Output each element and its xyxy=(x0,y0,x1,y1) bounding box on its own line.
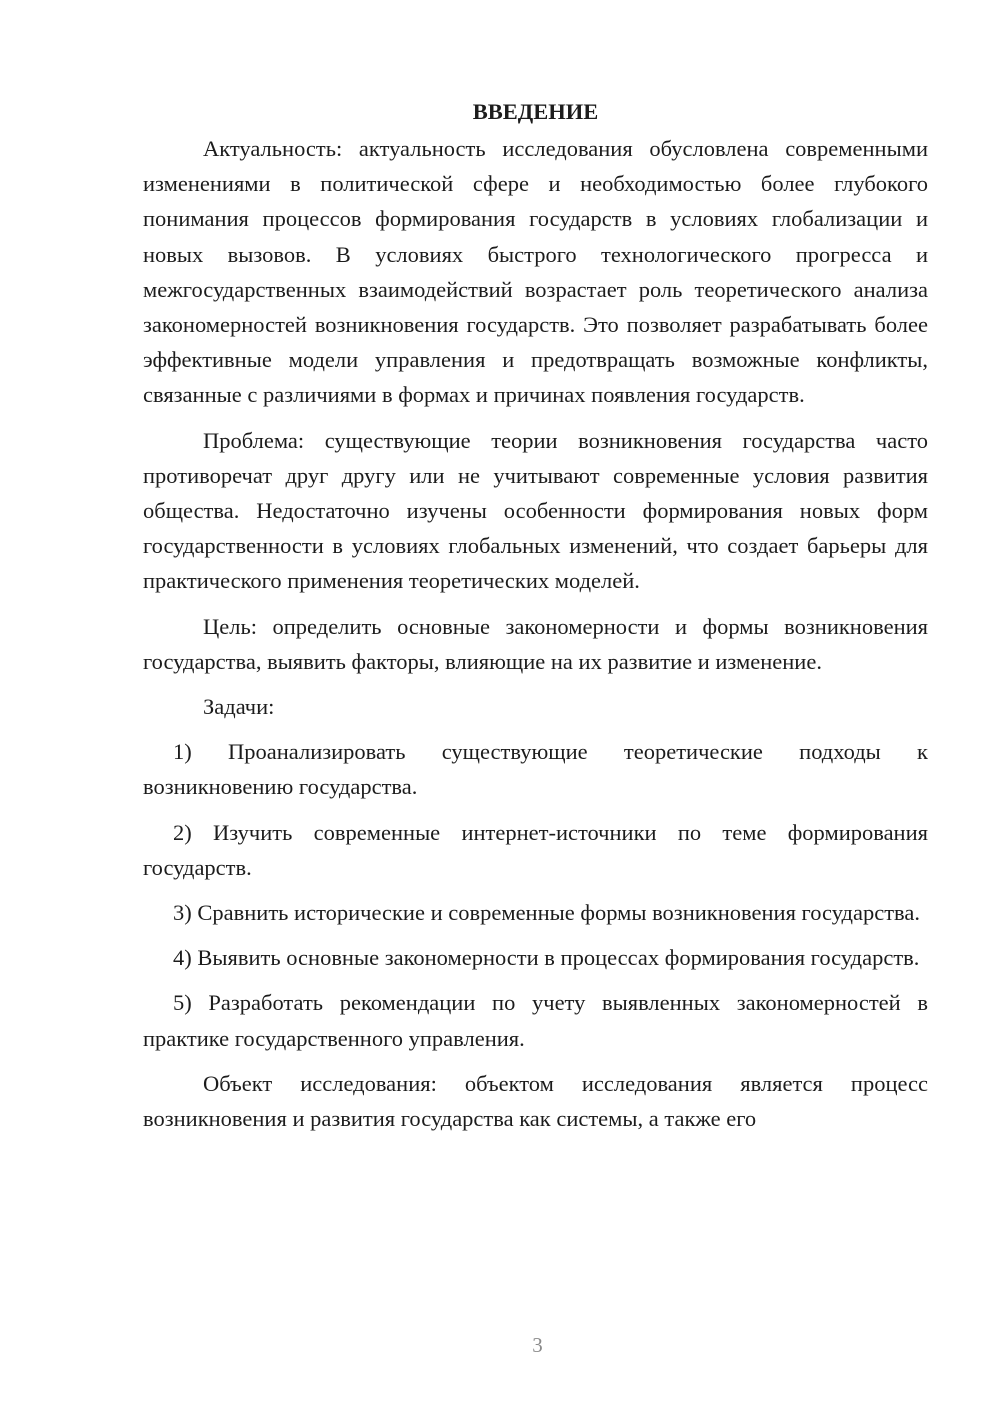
page-content xyxy=(143,94,928,1136)
relevance-paragraph: Актуальность: актуальность исследования обусловлена современными изменениями в политической сфере и необходимостью более глубокого понимания процессов формирования государств в условиях глобализации и новых вызовов. В условиях быстрого технологического прогресса и межгосударственных взаимодействий возрастает роль теоретического анализа закономерностей возникновения государств. Это позволяет разрабатывать более эффективные модели управления и предотвращать возможные конфликты, связанные с различиями в формах и причинах появления государств. xyxy=(143,136,928,408)
task-item-1: 1) Проанализировать существующие теоретические подходы к возникновению государства. xyxy=(143,739,928,800)
task-item-2: 2) Изучить современные интернет-источники по теме формирования государств. xyxy=(143,819,928,880)
task-item-3: 3) Сравнить исторические и современные формы возникновения государства. xyxy=(173,900,920,926)
task-item-5: 5) Разработать рекомендации по учету выявленных закономерностей в практике государственного управления. xyxy=(143,990,928,1051)
task-item-4: 4) Выявить основные закономерности в процессах формирования государств. xyxy=(173,945,920,971)
page-number: 3 xyxy=(532,1333,543,1357)
object-paragraph: Объект исследования: объектом исследования является процесс возникновения и развития государства как системы, а также его xyxy=(143,1070,928,1132)
problem-paragraph: Проблема: существующие теории возникновения государства часто противоречат друг другу или не учитывают современные условия развития общества. Недостаточно изучены особенности формирования новых форм государственности в условиях глобальных изменений, что создает барьеры для практического применения теоретических моделей. xyxy=(143,427,928,594)
section-title: ВВЕДЕНИЕ xyxy=(472,99,599,124)
goal-paragraph: Цель: определить основные закономерности и формы возникновения государства, выявить факторы, влияющие на их развитие и изменение. xyxy=(143,613,928,674)
tasks-heading: Задачи: xyxy=(203,694,275,720)
